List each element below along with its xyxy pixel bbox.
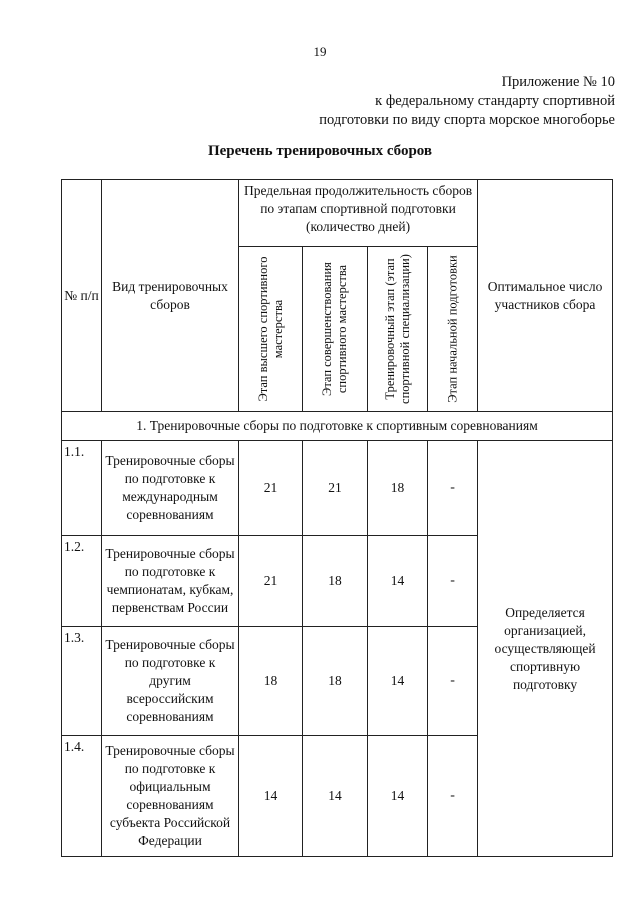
header-duration-group: Предельная продолжительность сборов по этапам спортивной подготовки (количество дней) — [239, 180, 478, 247]
header-kind: Вид тренировочных сборов — [102, 180, 239, 412]
header-num: № п/п — [62, 180, 102, 412]
row-value-stage-4: - — [428, 736, 478, 857]
optimal-note: Определяется организацией, осуществляющей спортивную подготовку — [478, 441, 613, 857]
appendix-line-3: подготовки по виду спорта морское многоборье — [319, 112, 615, 128]
header-row — [62, 180, 613, 247]
appendix-line-2: к федеральному стандарту спортивной — [375, 93, 615, 109]
header-stage-4 — [428, 247, 478, 412]
row-value-stage-3: 14 — [368, 536, 428, 627]
row-kind: Тренировочные сборы по подготовке к международным соревнованиям — [102, 441, 239, 536]
appendix-header — [319, 73, 615, 130]
header-stage-3 — [368, 247, 428, 412]
row-value-stage-1: 21 — [239, 536, 303, 627]
table-row — [62, 441, 613, 536]
row-value-stage-4: - — [428, 441, 478, 536]
header-stage-2 — [303, 247, 368, 412]
page-number: 19 — [313, 44, 327, 59]
row-value-stage-3: 14 — [368, 627, 428, 736]
header-stage-3-label: Тренировочный этап (этап спортивной специализации) — [382, 254, 412, 404]
row-value-stage-3: 18 — [368, 441, 428, 536]
section-title: 1. Тренировочные сборы по подготовке к спортивным соревнованиям — [62, 412, 613, 441]
section-row — [62, 412, 613, 441]
row-kind: Тренировочные сборы по подготовке к чемпионатам, кубкам, первенствам России — [102, 536, 239, 627]
row-value-stage-2: 18 — [303, 627, 368, 736]
row-value-stage-1: 14 — [239, 736, 303, 857]
row-value-stage-4: - — [428, 536, 478, 627]
row-value-stage-2: 18 — [303, 536, 368, 627]
header-stage-2-label: Этап совершенствования спортивного мастерства — [320, 262, 349, 396]
row-num: 1.2. — [62, 536, 102, 627]
header-stage-4-label: Этап начальной подготовки — [445, 255, 460, 403]
row-num: 1.4. — [62, 736, 102, 857]
row-value-stage-1: 18 — [239, 627, 303, 736]
row-value-stage-1: 21 — [239, 441, 303, 536]
row-num: 1.1. — [62, 441, 102, 536]
row-kind: Тренировочные сборы по подготовке к другим всероссийским соревнованиям — [102, 627, 239, 736]
row-value-stage-4: - — [428, 627, 478, 736]
row-value-stage-3: 14 — [368, 736, 428, 857]
row-value-stage-2: 14 — [303, 736, 368, 857]
training-camps-table — [61, 179, 613, 857]
header-stage-1 — [239, 247, 303, 412]
document-title: Перечень тренировочных сборов — [207, 143, 433, 159]
appendix-line-1: Приложение № 10 — [501, 74, 615, 90]
row-value-stage-2: 21 — [303, 441, 368, 536]
header-stage-1-label: Этап высшего спортивного мастерства — [255, 256, 285, 402]
row-num: 1.3. — [62, 627, 102, 736]
header-optimal: Оптимальное число участников сбора — [478, 180, 613, 412]
row-kind: Тренировочные сборы по подготовке к официальным соревнованиям субъекта Российской Федерации — [102, 736, 239, 857]
